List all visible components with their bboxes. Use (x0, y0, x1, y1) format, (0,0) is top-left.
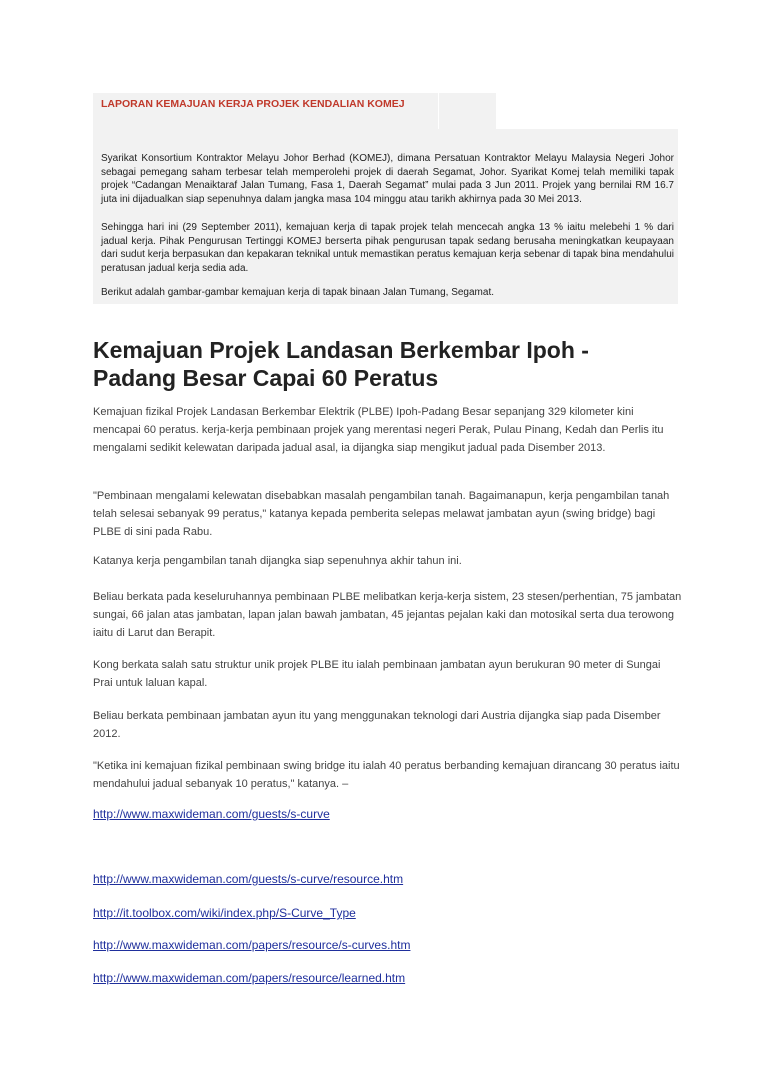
article-title: Kemajuan Projek Landasan Berkembar Ipoh - Padang Besar Capai 60 Peratus (93, 337, 589, 391)
reference-link[interactable]: http://it.toolbox.com/wiki/index.php/S-Curve_Type (93, 906, 356, 920)
article-paragraph: Katanya kerja pengambilan tanah dijangka siap sepenuhnya akhir tahun ini. (93, 555, 462, 567)
article-paragraph: Kong berkata salah satu struktur unik projek PLBE itu ialah pembinaan jambatan ayun berukuran 90 meter di Sungai Prai untuk laluan kapal. (93, 659, 661, 689)
article-paragraph: "Ketika ini kemajuan fizikal pembinaan swing bridge itu ialah 40 peratus berbanding kemajuan dirancang 30 peratus iaitu mendahului jadual sebanyak 10 peratus," katanya. – (93, 760, 680, 790)
article-paragraph: Beliau berkata pembinaan jambatan ayun itu yang menggunakan teknologi dari Austria dijangka siap pada Disember 2012. (93, 710, 661, 740)
reference-link[interactable]: http://www.maxwideman.com/guests/s-curve/resource.htm (93, 872, 404, 886)
article-paragraph: Kemajuan fizikal Projek Landasan Berkembar Elektrik (PLBE) Ipoh-Padang Besar sepanjang 329 kilometer kini mencapai 60 peratus. kerja-kerja pembinaan projek yang merentasi negeri Perak, Pulau Pinang, Kedah dan Perlis itu mengalami sedikit kelewatan daripada jadual asal, ia dijangka siap mengikut jadual pada Disember 2013. (93, 406, 664, 454)
reference-link[interactable]: http://www.maxwideman.com/papers/resource/learned.htm (93, 971, 406, 985)
report-title-cell (93, 93, 438, 129)
report-paragraph: Sehingga hari ini (29 September 2011), kemajuan kerja di tapak projek telah mencecah angka 13 % iaitu melebehi 1 % dari jadual kerja. Pihak Pengurusan Tertinggi KOMEJ berserta pihak pengurusan tapak sedang berusaha meningkatkan keupayaan dari sudut kerja berpasukan dan kepakaran teknikal untuk memastikan peratus kemajuan kerja sebenar di tapak bina mendahului peratusan jadual kerja sedia ada. (101, 222, 674, 274)
report-title-side-cell (438, 93, 496, 129)
reference-link[interactable]: http://www.maxwideman.com/papers/resource/s-curves.htm (93, 938, 411, 952)
report-title: LAPORAN KEMAJUAN KERJA PROJEK KENDALIAN KOMEJ (101, 98, 405, 110)
report-paragraph: Berikut adalah gambar-gambar kemajuan kerja di tapak binaan Jalan Tumang, Segamat. (101, 287, 495, 298)
reference-link[interactable]: http://www.maxwideman.com/guests/s-curve (93, 807, 330, 821)
report-paragraph: Syarikat Konsortium Kontraktor Melayu Johor Berhad (KOMEJ), dimana Persatuan Kontraktor Melayu Malaysia Negeri Johor sebagai pemegang saham terbesar telah memperolehi projek di daerah Segamat, Johor. Syarikat Komej telah memiliki tapak projek “Cadangan Menaiktaraf Jalan Tumang, Fasa 1, Daerah Segamat” mulai pada 3 Jun 2011. Projek yang bernilai RM 16.7 juta ini dijadualkan siap sepenuhnya dalam jangka masa 104 minggu atau tarikh akhirnya pada 30 Mei 2013. (101, 153, 674, 205)
article-paragraph: "Pembinaan mengalami kelewatan disebabkan masalah pengambilan tanah. Bagaimanapun, kerja pengambilan tanah telah selesai sebanyak 99 peratus," katanya kepada pemberita selepas melawat jambatan ayun (swing bridge) bagi PLBE di sini pada Rabu. (93, 490, 670, 538)
report-body-cell (93, 129, 678, 304)
article-paragraph: Beliau berkata pada keseluruhannya pembinaan PLBE melibatkan kerja-kerja sistem, 23 stesen/perhentian, 75 jambatan sungai, 66 jalan atas jambatan, lapan jalan bawah jambatan, 45 jejantas pejalan kaki dan motosikal serta dua terowong iaitu di Larut dan Berapit. (93, 591, 682, 639)
